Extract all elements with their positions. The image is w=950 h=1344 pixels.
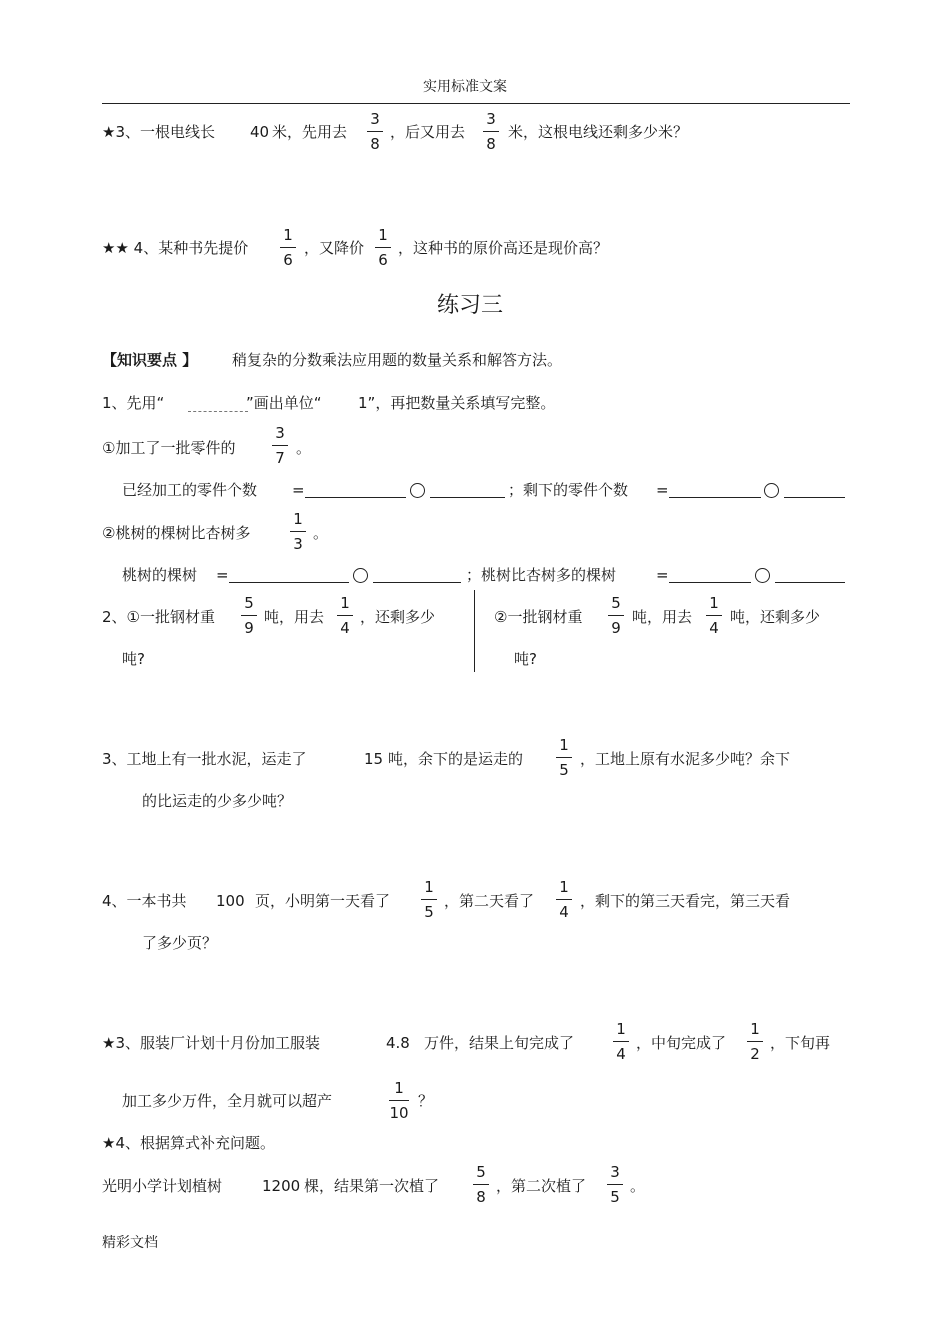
q5-post: ，下旬再 bbox=[770, 1034, 831, 1052]
problem-star3-number: 40 bbox=[250, 123, 270, 141]
answer-blank[interactable] bbox=[229, 582, 349, 583]
fraction: 1 4 bbox=[705, 596, 723, 638]
operator-circle[interactable] bbox=[410, 483, 425, 498]
fraction: 3 8 bbox=[482, 112, 500, 154]
fraction: 3 5 bbox=[606, 1165, 624, 1207]
q6-number: 1200 bbox=[262, 1177, 301, 1195]
q4-cont: 了多少页？ bbox=[142, 934, 218, 952]
q4-number: 100 bbox=[216, 892, 245, 910]
equals-sign: = bbox=[656, 481, 669, 499]
q6-title: ★4、根据算式补充问题。 bbox=[102, 1134, 275, 1152]
q3-number: 15 bbox=[364, 750, 384, 768]
q2-right-post: 吨，还剩多少 bbox=[730, 608, 821, 626]
q4-mid2: ，第二天看了 bbox=[444, 892, 535, 910]
fraction: 1 2 bbox=[746, 1022, 764, 1064]
q2-right-text: ②一批钢材重 bbox=[494, 608, 583, 626]
operator-circle[interactable] bbox=[764, 483, 779, 498]
fraction: 1 6 bbox=[374, 228, 392, 270]
q5-number: 4.8 bbox=[386, 1034, 410, 1052]
q3-mid: 吨，余下的是运走的 bbox=[388, 750, 524, 768]
q1-ii-end: 。 bbox=[313, 524, 329, 542]
fraction: 5 9 bbox=[240, 596, 258, 638]
q2-left-mid: 吨，用去 bbox=[264, 608, 325, 626]
q1-ii-text: ②桃树的棵树比杏树多 bbox=[102, 524, 251, 542]
fraction: 1 4 bbox=[555, 880, 573, 922]
fraction: 5 8 bbox=[472, 1165, 490, 1207]
q1-ii-line-label: 桃树的棵树 bbox=[122, 566, 198, 584]
equals-sign: = bbox=[656, 566, 669, 584]
page-footer: 精彩文档 bbox=[102, 1235, 158, 1251]
answer-blank[interactable] bbox=[784, 497, 845, 498]
q5-mid1: 万件，结果上旬完成了 bbox=[424, 1034, 575, 1052]
knowledge-text: 稍复杂的分数乘法应用题的数量关系和解答方法。 bbox=[232, 351, 563, 369]
answer-blank[interactable] bbox=[775, 582, 845, 583]
q4-mid1: 页，小明第一天看了 bbox=[255, 892, 391, 910]
problem-star3-text-3: 米，这根电线还剩多少米？ bbox=[508, 123, 689, 141]
q3-post: ，工地上原有水泥多少吨？余下 bbox=[580, 750, 791, 768]
q2-left-cont: 吨? bbox=[122, 650, 145, 668]
fraction: 1 5 bbox=[555, 738, 573, 780]
q5-text: ★3、服装厂计划十月份加工服装 bbox=[102, 1034, 320, 1052]
q1-i-end: 。 bbox=[296, 439, 312, 457]
fraction: 1 3 bbox=[289, 512, 307, 554]
q2-left-text: 2、①一批钢材重 bbox=[102, 608, 215, 626]
section-title: 练习三 bbox=[437, 293, 504, 318]
q5-cont: 加工多少万件，全月就可以超产 bbox=[122, 1092, 333, 1110]
q1-text-b: ”画出单位“ bbox=[246, 394, 322, 412]
page-header: 实用标准文案 bbox=[423, 79, 507, 95]
problem-star4-text-1: ，又降价 bbox=[304, 239, 365, 257]
equals-sign: = bbox=[292, 481, 305, 499]
problem-star3-prefix: ★3、一根电线长 bbox=[102, 123, 215, 141]
q1-ii-line-sep: ；桃树比杏树多的棵树 bbox=[466, 566, 617, 584]
q5-mid2: ，中旬完成了 bbox=[636, 1034, 727, 1052]
problem-star3-text-2: ，后又用去 bbox=[390, 123, 466, 141]
column-divider bbox=[474, 590, 475, 672]
answer-blank[interactable] bbox=[430, 497, 505, 498]
equals-sign: = bbox=[216, 566, 229, 584]
q6-mid2: ，第二次植了 bbox=[496, 1177, 587, 1195]
answer-blank[interactable] bbox=[373, 582, 461, 583]
operator-circle[interactable] bbox=[353, 568, 368, 583]
fraction: 1 10 bbox=[389, 1079, 409, 1122]
q4-text: 4、一本书共 bbox=[102, 892, 187, 910]
header-rule bbox=[102, 103, 850, 104]
q1-i-line-sep: ；剩下的零件个数 bbox=[508, 481, 629, 499]
q2-right-cont: 吨? bbox=[514, 650, 537, 668]
q2-right-mid: 吨，用去 bbox=[632, 608, 693, 626]
q5-end: ？ bbox=[418, 1092, 434, 1110]
q1-i-text: ①加工了一批零件的 bbox=[102, 439, 236, 457]
q3-text: 3、工地上有一批水泥，运走了 bbox=[102, 750, 307, 768]
fraction: 1 5 bbox=[420, 880, 438, 922]
q6-end: 。 bbox=[630, 1177, 646, 1195]
q1-i-line-label: 已经加工的零件个数 bbox=[122, 481, 258, 499]
knowledge-label: 【知识要点 】 bbox=[102, 351, 198, 369]
q1-text-c: 1”，再把数量关系填写完整。 bbox=[358, 394, 556, 412]
q3-cont: 的比运走的少多少吨？ bbox=[142, 792, 293, 810]
q6-mid1: 棵，结果第一次植了 bbox=[304, 1177, 440, 1195]
fraction: 5 9 bbox=[607, 596, 625, 638]
operator-circle[interactable] bbox=[755, 568, 770, 583]
fraction: 1 6 bbox=[279, 228, 297, 270]
fraction: 1 4 bbox=[336, 596, 354, 638]
answer-blank[interactable] bbox=[669, 582, 751, 583]
problem-star3-text-1: 米，先用去 bbox=[272, 123, 348, 141]
problem-star4-text-2: ，这种书的原价高还是现价高？ bbox=[398, 239, 609, 257]
answer-blank[interactable] bbox=[305, 497, 406, 498]
fraction: 1 4 bbox=[612, 1022, 630, 1064]
q6-text: 光明小学计划植树 bbox=[102, 1177, 223, 1195]
wavy-line-sample bbox=[188, 411, 248, 412]
q4-post: ，剩下的第三天看完，第三天看 bbox=[580, 892, 791, 910]
answer-blank[interactable] bbox=[669, 497, 761, 498]
q2-left-post: ，还剩多少 bbox=[360, 608, 436, 626]
fraction: 3 8 bbox=[366, 112, 384, 154]
q1-text-a: 1、先用“ bbox=[102, 394, 165, 412]
fraction: 3 7 bbox=[271, 426, 289, 468]
problem-star4-prefix: ★★ 4、某种书先提价 bbox=[102, 239, 249, 257]
